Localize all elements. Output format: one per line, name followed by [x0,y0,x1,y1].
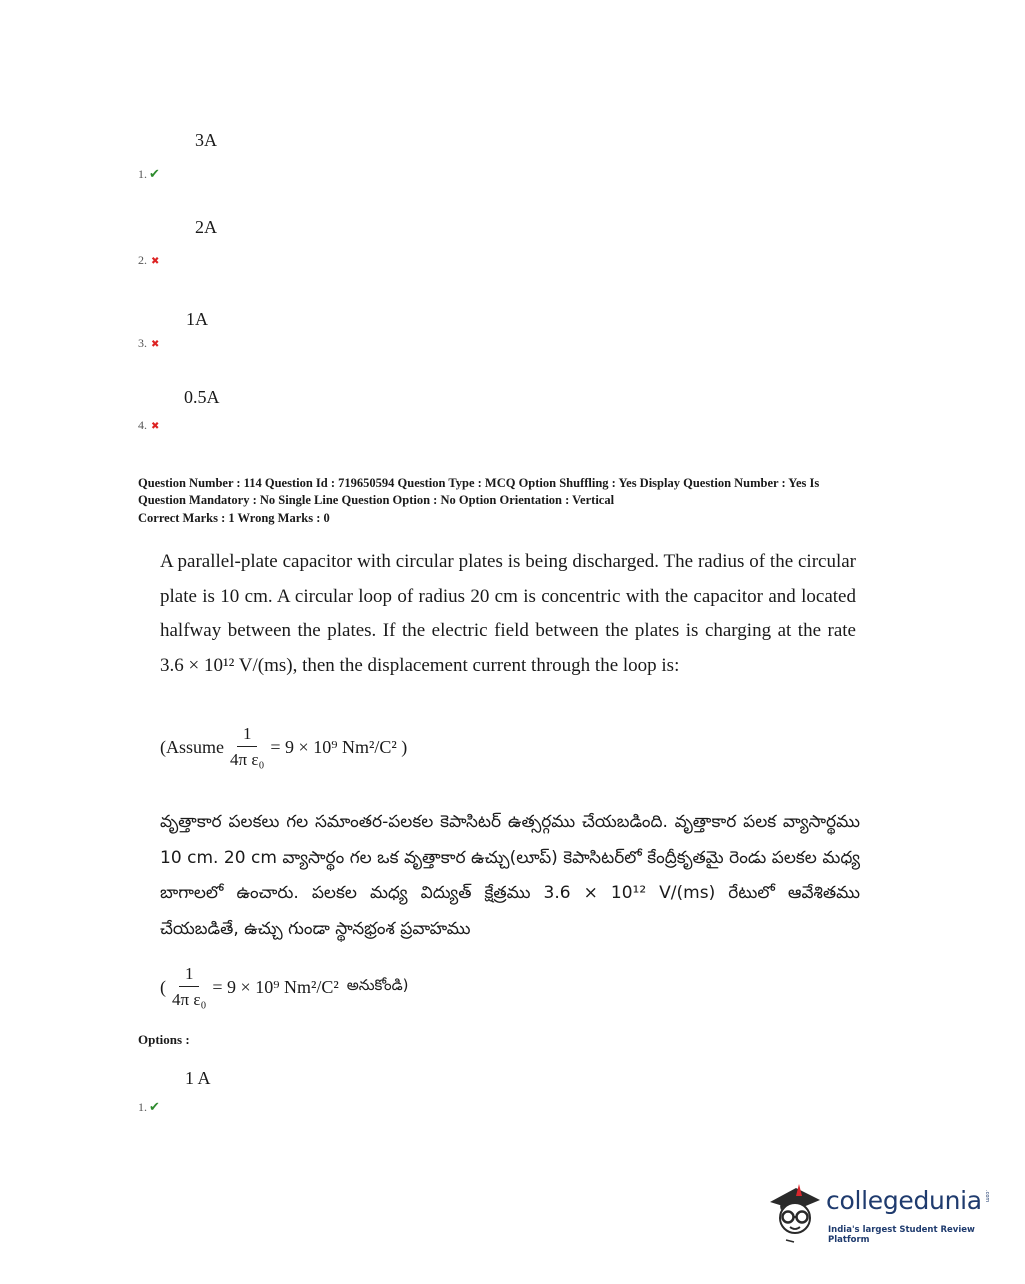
option-number-row [138,253,159,268]
logo-wordmark: collegedunia [826,1186,982,1215]
fraction-denominator: 4π ε₀ [230,750,265,769]
logo-tagline: India's largest Student Review Platform [828,1225,975,1245]
option-number: 2. [138,253,147,267]
option-number: 3. [138,336,147,350]
question-text-english: A parallel-plate capacitor with circular plates is being discharged. The radius of the circular plate is 10 cm. A circular loop of radius 20 cm is concentric with the capacitor and located halfway between the plates. If the electric field between the plates is charging at the rate 3.6 × 10¹² V/(ms), then the displacement current through the loop is: [160,551,856,676]
assume-suffix-telugu: అనుకోండి) [346,976,409,994]
option-value: 1 A [185,1068,211,1088]
collegedunia-logo [766,1180,1006,1250]
formula-open-paren: ( [160,976,166,997]
assume-formula [160,724,407,770]
option-value: 3A [195,130,217,150]
fraction-numerator: 1 [237,724,258,747]
option-number-row [138,1099,160,1115]
fraction [230,724,264,770]
cross-icon: ✖ [151,256,160,267]
metadata-line: Question Number : 114 Question Id : 719650594 Question Type : MCQ Option Shuffling : Yes Display Question Number : Yes Is [138,476,820,490]
cross-icon: ✖ [151,339,160,350]
mascot-icon [766,1180,824,1246]
option-number: 1. [138,167,147,181]
fraction-denominator: 4π ε₀ [172,990,207,1009]
option-number-row [138,418,159,433]
options-label: Options : [138,1032,190,1047]
metadata-line: Question Mandatory : No Single Line Question Option : No Option Orientation : Vertical [138,492,615,507]
option-number-row [138,336,159,351]
option-number-row [138,166,160,182]
fraction [172,964,206,1010]
check-icon: ✔ [149,1099,160,1114]
cross-icon: ✖ [151,421,160,432]
assume-value: = 9 × 10⁹ Nm²/C² [212,976,339,997]
option-value: 0.5A [184,387,220,407]
question-metadata [138,475,898,527]
logo-domain: .com [984,1190,990,1203]
assume-prefix: (Assume [160,736,224,757]
option-number: 1. [138,1100,147,1114]
fraction-numerator: 1 [179,964,200,987]
check-icon: ✔ [149,166,160,181]
assume-formula-telugu [160,964,409,1010]
assume-value: = 9 × 10⁹ Nm²/C² ) [270,736,408,757]
metadata-line: Correct Marks : 1 Wrong Marks : 0 [138,511,330,525]
option-value: 2A [195,217,217,237]
option-number: 4. [138,418,147,432]
option-value: 1A [186,309,208,329]
question-text-telugu: వృత్తాకార పలకలు గల సమాంతర-పలకల కెపాసిటర్ ఉత్సర్గము చేయబడింది. వృత్తాకార పలక వ్యాసార్థము 10 cm. 20 cm వ్యాసార్థం గల ఒక వృత్తాకార ఉచ్చు(లూప్) కెపాసిటర్‌లో కేంద్రీకృతమై రెండు పలకల మధ్య బాగాలలో ఉంచారు. పలకల మధ్య విద్యుత్ క్షేత్రము 3.6 × 10¹² V/(ms) రేటులో ఆవేశితము చేయబడితే, ఉచ్చు గుండా స్థానభ్రంశ ప్రవాహము [160,812,860,939]
